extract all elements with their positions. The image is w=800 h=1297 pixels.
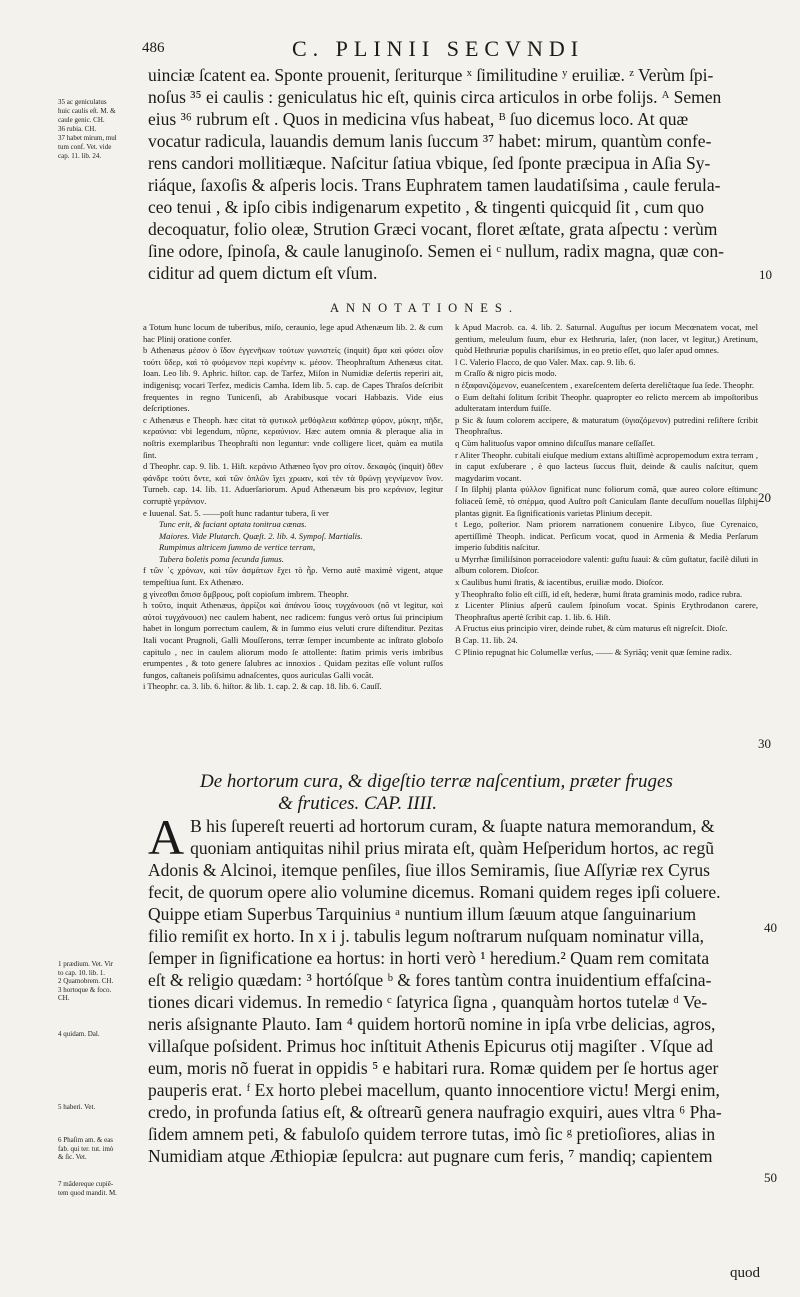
marginal-note: 4 quidam. Dal. xyxy=(58,1030,100,1038)
marginal-note: tum conf. Vet. vide xyxy=(58,143,112,151)
marginal-note: 36 rubia. CH. xyxy=(58,125,97,133)
text-line: ciditur ad quem dictum eſt vſum. xyxy=(148,263,378,283)
text-line: uinciæ ſcatent ea. Sponte prouenit, ſeriturque ˣ ſimilitudine ʸ eruiliæ. ᶻ Verùm ſpi- xyxy=(148,65,714,85)
marginal-note: 5 haberi. Vet. xyxy=(58,1103,96,1111)
marginal-note: huic caulis eſt. M. & xyxy=(58,107,116,115)
marginal-note: caule genic. CH. xyxy=(58,116,105,124)
annotation-entry: z Licenter Plinius aſperũ caulem ſpinoſum vocat. Spinis Erythrodanon carere, Theophraſtus apertè ſcribit cap. 1. lib. 6. Hiſt. xyxy=(455,600,758,622)
line-number-50: 50 xyxy=(764,1170,777,1185)
marginal-notes-top xyxy=(58,98,140,161)
annotation-entry: n ἐξαφανιζόμενον, euaneſcentem , exareſcentem deſerta dereliĉtaque ſua ſede. Theophr. xyxy=(455,379,755,390)
chapter-heading xyxy=(200,771,760,815)
annotation-entry: A Fructus eius principio virer, deinde rubet, & cùm maturus eſt nigreſcit. Dioſc. xyxy=(455,623,728,634)
annotation-entry: Rumpimus altricem ſummo de vertice terram, xyxy=(159,542,316,553)
text-line: eum, moris nõ fuerat in oppidis ⁵ e habitari rura. Romæ quidem per ſe hortus ager xyxy=(148,1058,719,1078)
annotation-entry: l C. Valerio Flacco, de quo Valer. Max. cap. 9. lib. 6. xyxy=(455,356,636,367)
annotations-heading: ANNOTATIONES. xyxy=(330,301,519,315)
annotation-entry: q Cùm halituoſus vapor omnino diſcuſſus manare ceſſaſſet. xyxy=(455,437,656,448)
annotation-entry: u Myrrhæ ſimiliſsinon porraceiodore valenti: guſtu ſuaui: & cũm guſtatur, facilè diluti in album colorem. Dioſcor. xyxy=(455,553,758,576)
line-number-30: 30 xyxy=(758,736,771,751)
marginal-note: to cap. 10. lib. 1. xyxy=(58,968,106,977)
main-text-top xyxy=(148,64,778,284)
marginal-note: & ſic. Vet. xyxy=(58,1153,87,1162)
text-line: B his ſupereſt reuerti ad hortorum curam, & ſuapte natura memorandum, & xyxy=(190,816,715,836)
text-line: noſus ³⁵ ei caulis : geniculatus hic eſt, quinis circa articulos in orbe folijs. ᴬ Semen xyxy=(148,87,722,107)
annotation-entry: ſ In ſilphij planta φύλλον ſignificat nunc foliorum comã, quæ aureo colore eſtimunc foliaceũ ſemẽ, τὸ σπέρμα, quod Auſtro poſt Caniculam ſlante decuſſum nouellas ſilphij plantas gignit. Ea ſignificationis varietas Plinium decepit. xyxy=(455,484,758,518)
text-line: filio remiſit ex horto. In x i j. tabulis legum noſtrarum nuſquam nominatur villa, xyxy=(148,926,705,946)
text-line: rens candori mollitiæque. Naſcitur ſatiua vbique, ſed ſponte præcipua in Aſia Sy- xyxy=(148,153,711,173)
marginal-note: tem quod mandit. M. xyxy=(58,1188,117,1197)
marginal-note: 1 prædium. Vet. Vir xyxy=(58,960,114,968)
annotations-left-column xyxy=(143,322,443,693)
text-line: Quippe etiam Superbus Tarquinius ᵃ nuntium illum ſæuum atque ſanguinarium xyxy=(148,904,697,924)
page-number: 486 xyxy=(142,40,165,56)
marginal-notes-bottom-1 xyxy=(58,960,142,1003)
text-line: fecit, de quorum opere alio volumine dicemus. Romani quidem reges ipſi coluere. xyxy=(148,882,721,902)
catchword: quod xyxy=(730,1265,760,1281)
marginal-note: CH. xyxy=(58,994,70,1003)
annotation-entry: y Theophraſto folio eſt ciſſi, id eſt, hederæ, humi ſtrata graminis modo, radice rubra. xyxy=(455,588,743,599)
annotation-entry: c Athenæus e Theoph. hæc citat τὰ φυτικολ μεθόφλεια καθάπερ φύρον, μύκητ, πῆδε, κεραύνια: vbi legendum, πῦρπε, κεραύνιον. Hæc autem omnia & pleraque alia in noſtris exemplaribus Theophraſti non leguntur: vnde colligere licet, quàm ea mutila ſint. xyxy=(143,414,443,460)
annotation-entry: p Sic & ſuum colorem accipere, & maturatum (ὑγιαζόμενον) putredini reſiſtere ſcribit Theophraſtus. xyxy=(455,414,758,437)
annotation-entry: f τῶν ᾽ς χρόνων, καὶ τῶν ἀσμάτων ἔχει τὸ ἦρ. Verno autẽ maximè vigent, atque tempeſtiua ſunt. Ex Athenæo. xyxy=(143,565,443,588)
annotation-entry: o Eum deſtahi ſolitum ſcribit Theophr. quapropter eo relicto mercem ab impoſtoribus adulteratam interdum fuiſſe. xyxy=(455,391,758,414)
marginal-note: cap. 11. lib. 24. xyxy=(58,152,102,160)
text-line: Adonis & Alcinoi, itemque penſiles, ſiue illos Semiramis, ſiue Aſſyriæ rex Cyrus xyxy=(148,860,710,880)
annotation-entry: Tubera boletis poma ſecunda ſumus. xyxy=(159,553,284,564)
annotation-entry: B Cap. 11. lib. 24. xyxy=(455,635,518,646)
text-line: pauperis erat. ᶠ Ex horto plebei macellum, quanto innocentiore victu! Mergi enim, xyxy=(148,1080,720,1100)
text-line: eſt & religio quædam: ³ hortóſque ᵇ & fores tantùm contra inuidentium effaſcina- xyxy=(148,970,712,990)
marginal-note: 6 Phaſim am. & eas xyxy=(58,1136,114,1144)
annotation-entry: m Craſſo & nigro picis modo. xyxy=(455,368,557,379)
text-line: ſemper in ſignificatione ea hortus: in horti verò ¹ heredium.² Quam rem comitata xyxy=(148,948,710,968)
marginal-notes-bottom-4 xyxy=(58,1136,142,1162)
marginal-notes-bottom-2 xyxy=(58,1030,142,1039)
annotation-entry: C Plinio repugnat hic Columellæ verſus, —— & Syriãq; venit quæ ſemine radix. xyxy=(455,646,732,657)
chapter-heading-line2: & frutices. CAP. IIII. xyxy=(278,793,438,814)
annotation-entry: x Caulibus humi ſtratis, & iacentibus, eruiliæ modo. Dioſcor. xyxy=(455,577,664,588)
text-line: quoniam antiquitas nihil prius mirata eſt, quàm Heſperidum hortos, ac regũ xyxy=(190,838,715,858)
text-line: Numidiam atque Æthiopiæ ſepulcra: aut pugnare cum feris, ⁷ mandiq; capientem xyxy=(148,1146,713,1166)
line-number-10: 10 xyxy=(759,267,772,282)
text-line: decoquatur, folio oleæ, Strution Græci vocant, floret æſtate, grata aſpectu : verùm xyxy=(148,219,718,239)
annotation-entry: d Theophr. cap. 9. lib. 1. Hiſt. κεράνιο Athæneo ἴγον pro σίτον. δεκαφὸς (inquit) ὅθεν φάνδρε τούτι ὄντε, καὶ τῶν ὁπλῶν ἴχει χρωαν, καὶ τἐν τὰ θρώνῃ γεγνίμενον ἴνον. Turneb. cap. 14. lib. 11. Aduerſariorum. Apud Athenæum bis pro κεράνιον, legitur corruptè γεράνιον. xyxy=(143,461,443,506)
text-line: credo, in profunda ſatius eſt, & oſtrearũ genera naufragio exquiri, aues vltra ⁶ Pha- xyxy=(148,1102,722,1122)
annotation-entry: Maiores. Vide Plutarch. Quæſt. 2. lib. 4. Sympoſ. Martialis. xyxy=(159,530,363,541)
marginal-note: 3 hortoque & foco. xyxy=(58,985,112,994)
text-line: villaſque poſsident. Primus hoc inſtituit Athenis Epicurus otij magiſter . Vſque ad xyxy=(148,1036,713,1056)
chapter-heading-line1: De hortorum cura, & digeſtio terræ naſcentium, præter fruges xyxy=(200,771,673,792)
annotation-entry: g γίνεσθαι ὄπισσ ὄμβρους, poſt copioſum imbrem. Theophr. xyxy=(143,588,349,599)
drop-cap: A xyxy=(148,809,185,865)
text-line: riáque, ſaxoſis & aſperis locis. Trans Euphratem tamen laudatiſsima , caule ferula- xyxy=(148,175,721,195)
text-line: neris aſsignante Plauto. Iam ⁴ quidem hortorũ nomine in ipſa vrbe delicias, agros, xyxy=(148,1014,716,1034)
marginal-notes-bottom-3 xyxy=(58,1103,142,1112)
text-line: vocatur radicula, lauandis demum lanis ſuccum ³⁷ habet: mirum, quantùm confe- xyxy=(148,131,712,151)
marginal-note: fab. qui ter. tut. imò xyxy=(58,1144,114,1153)
marginal-note: 2 Quamobrem. CH. xyxy=(58,977,114,986)
marginal-notes-bottom-5 xyxy=(58,1180,142,1197)
annotation-entry: k Apud Macrob. ca. 4. lib. 2. Saturnal. Auguſtus per iocum Mecœnatem vocat, mel gentium, meleulum ſuum, ebur ex Hethruria, laſer, (non lacer, vt legitur,) Aretinum, quòd Hethruriæ populis chariſsimus, in eo pretio eſſet, quo laſer apud omnes. xyxy=(455,322,758,356)
annotations-right-column xyxy=(455,322,758,658)
annotation-entry: i Theophr. ca. 3. lib. 6. hiſtor. & lib. 1. cap. 2. & cap. 18. lib. 6. Cauſſ. xyxy=(143,681,382,692)
text-line: ſidem amnem peti, & fabuloſo quidem terrore tutas, imò ſic ᵍ pretioſiores, alias in xyxy=(148,1124,716,1144)
annotation-entry: r Aliter Theophr. cubitali eiuſque medium extans altiſſimè acpropemodum extra terram , in caput exſuberare , è quo lacteus ſuccus fluit, deinde & caulis naſcitur, quem magydarim vocant. xyxy=(455,449,758,483)
line-number-20: 20 xyxy=(758,490,771,505)
text-line: tiones dicari videmus. In remedio ᶜ ſatyrica ſigna , quanquàm hortos tutelæ ᵈ Ve- xyxy=(148,992,708,1012)
marginal-note: 7 mãdereque cupiẽ- xyxy=(58,1180,114,1188)
annotation-entry: t Lego, poſterior. Nam priorem narrationem conuenire Libyco, ſiue Cyrenaico, apertiſſimè Theoph. indicat. Perſicum vocat, quod in Armenia & Media Perſarum imperio ſubditis naſcitur. xyxy=(455,519,758,553)
annotation-entry: a Totum hunc locum de tuberibus, miſo, ceraunio, lege apud Athenæum lib. 2. & cum hac Plinij oratione confer. xyxy=(143,322,443,344)
marginal-note: 35 ac geniculatus xyxy=(58,98,107,106)
annotation-entry: Tunc erit, & faciant optata tonitrua cœnas. xyxy=(159,519,307,530)
running-head: C. PLINII SECVNDI xyxy=(292,36,585,61)
annotation-entry: e Iuuenal. Sat. 5. ——poſt hunc radantur tubera, ſi ver xyxy=(143,507,329,518)
annotation-entry: b Athenæus μέσον ὁ ἴδον ἐγγενῆκων τούτων γωνιστείς (inquit) ἄμα καὶ φύσει οἷον τούτι ὕδερ, καὶ τὸ φυόμενον περὶ κυρένην κ. μέσον. Theophraſtum Athenæus citat. Ioan. Leo lib. 9. Aphric. hiſtor. cap. de Tarfez, Miſon in Numidiæ deſertis reperiri ait, indigenisq; vocari Terfez, medicis Camha. Idem lib. 5. cap. de Capes Thraſos deſcribit frequentes in regno Tunicenſi, ab Arabibusque vocari Habbazis. Vide eius deſcriptiones. xyxy=(143,345,443,414)
annotation-entry: h τοῦτο, inquit Athenæus, ἀρρίζοι καὶ ἀπάνου ἴσοις τυγχάνουσι (nõ vt legitur, καὶ αὐτοὶ τυγχάνουσι) nec caulem habent, nec radicem: fungus verò ortus ſui principium habet in longum porrectum caulem, & in ſummo eius veluti crure diſtenditur. Pezitas Itali vocant Prugnoli, Galli Mouſſerons, terræ ſemper incumbente ac inſtrato globoſo capitulo , nec in caulem aliorum modo ſe attollente: ſtatim primis veris imbribus erumpentes , & toto genere ſalubres ac innoxios . Quidam pezitas eſſe volunt ruſſos fungos, caſtaneis poſiſsimu adnaſcentes, quos auriculas Galli vocãt. xyxy=(143,600,443,680)
marginal-note: 37 habet mirum, mul xyxy=(58,134,117,142)
text-line: eius ³⁶ rubrum eſt . Quos in medicina vſus habeat, ᴮ ſuo dicemus loco. At quæ xyxy=(148,109,689,129)
text-line: ſine odore, ſpinoſa, & caule lanuginoſo. Semen ei ᶜ nullum, radix magna, quæ con- xyxy=(148,241,725,261)
text-line: ceo tenui , & ipſo cibis indigenarum expetito , & tingenti quicquid ſit , cum quo xyxy=(148,197,705,217)
main-text-bottom xyxy=(148,809,778,1167)
line-number-40: 40 xyxy=(764,920,777,935)
